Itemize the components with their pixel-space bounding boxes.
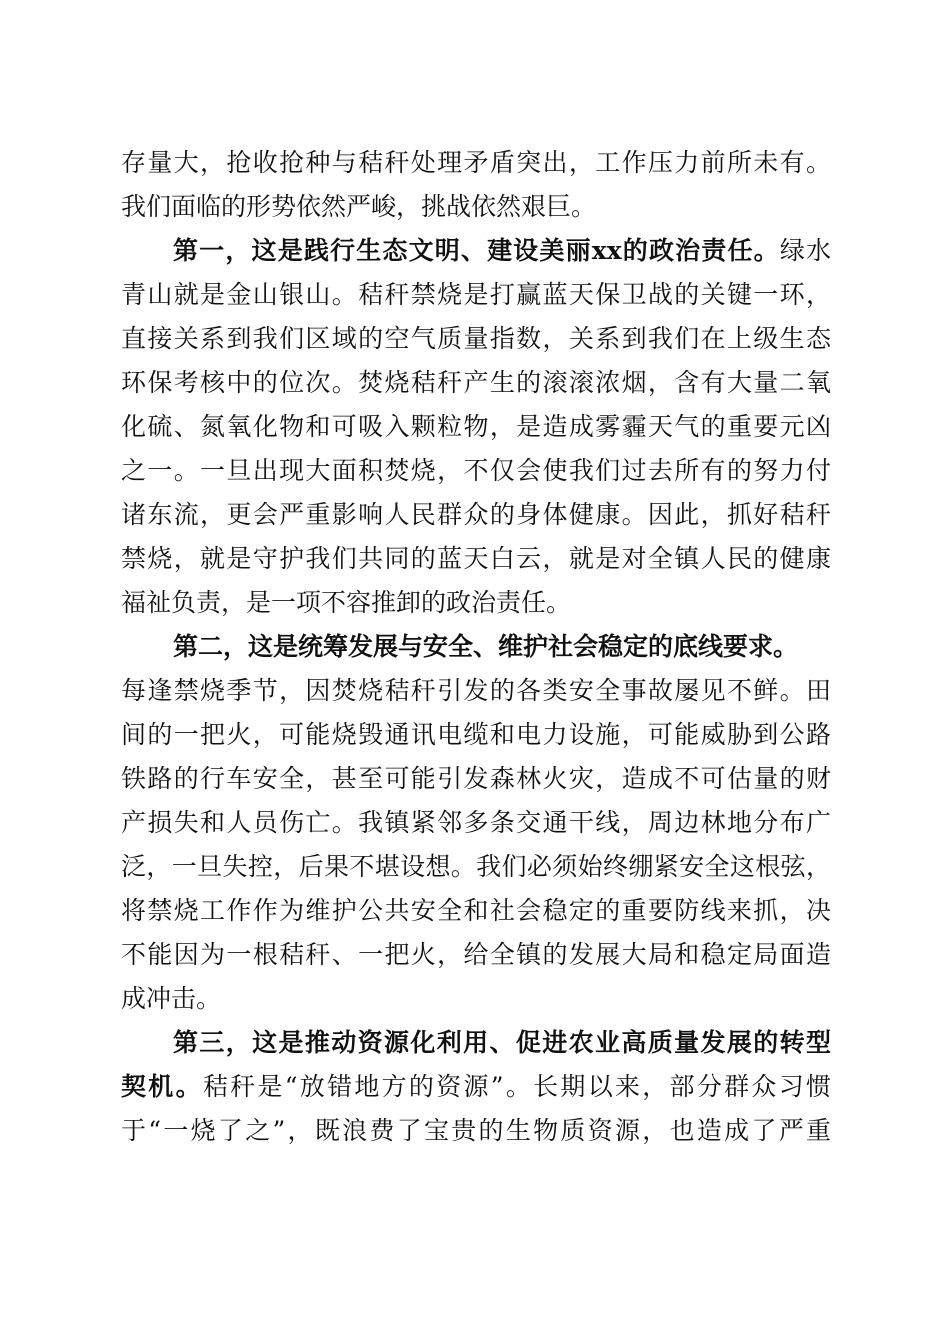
text-line: 成冲击。 — [121, 984, 222, 1013]
paragraph-heading-continuation: 契机。 — [121, 1072, 203, 1101]
paragraph-point-one — [121, 229, 831, 625]
text-line: 产损失和人员伤亡。我镇紧邻多条交通干线，周边林地分布广 — [121, 808, 831, 837]
paragraph-heading: 第二，这是统筹发展与安全、维护社会稳定的底线要求。 — [173, 632, 799, 661]
text-line: 间的一把火，可能烧毁通讯电缆和电力设施，可能威胁到公路 — [121, 720, 831, 749]
text-line: 于“一烧了之”，既浪费了宝贵的生物质资源，也造成了严重 — [121, 1116, 831, 1145]
document-body — [121, 141, 831, 1153]
paragraph-heading: 第三，这是推动资源化利用、促进农业高质量发展的转型 — [173, 1028, 831, 1057]
text-line — [121, 1065, 831, 1109]
paragraph-heading: 第一，这是践行生态文明、建设美丽xx的政治责任。 — [173, 236, 780, 265]
text-fragment: 秸秆是“放错地方的资源”。长期以来，部分群众习惯 — [202, 1072, 831, 1101]
paragraph-intro-continuation — [121, 141, 831, 229]
text-line: 青山就是金山银山。秸秆禁烧是打赢蓝天保卫战的关键一环， — [121, 280, 831, 309]
text-line: 存量大，抢收抢种与秸秆处理矛盾突出，工作压力前所未有。 — [121, 148, 831, 177]
text-line: 禁烧，就是守护我们共同的蓝天白云，就是对全镇人民的健康 — [121, 544, 831, 573]
text-line: 泛，一旦失控，后果不堪设想。我们必须始终绷紧安全这根弦， — [121, 852, 831, 881]
text-line: 铁路的行车安全，甚至可能引发森林火灾，造成不可估量的财 — [121, 764, 831, 793]
text-line: 之一。一旦出现大面积焚烧，不仅会使我们过去所有的努力付 — [121, 456, 831, 485]
text-line: 环保考核中的位次。焚烧秸秆产生的滚滚浓烟，含有大量二氧 — [121, 368, 831, 397]
text-line: 化硫、氮氧化物和可吸入颗粒物，是造成雾霾天气的重要元凶 — [121, 412, 831, 441]
text-line — [121, 625, 831, 669]
text-line: 不能因为一根秸秆、一把火，给全镇的发展大局和稳定局面造 — [121, 940, 831, 969]
text-line — [121, 229, 831, 273]
text-line: 我们面临的形势依然严峻，挑战依然艰巨。 — [121, 192, 597, 221]
text-line: 每逢禁烧季节，因焚烧秸秆引发的各类安全事故屡见不鲜。田 — [121, 676, 831, 705]
text-fragment: 绿水 — [779, 236, 831, 265]
text-line: 将禁烧工作作为维护公共安全和社会稳定的重要防线来抓，决 — [121, 896, 831, 925]
text-line: 福祉负责，是一项不容推卸的政治责任。 — [121, 588, 572, 617]
paragraph-point-two — [121, 625, 831, 1021]
text-line: 诸东流，更会严重影响人民群众的身体健康。因此，抓好秸秆 — [121, 500, 831, 529]
text-line: 直接关系到我们区域的空气质量指数，关系到我们在上级生态 — [121, 324, 831, 353]
paragraph-point-three — [121, 1021, 831, 1153]
